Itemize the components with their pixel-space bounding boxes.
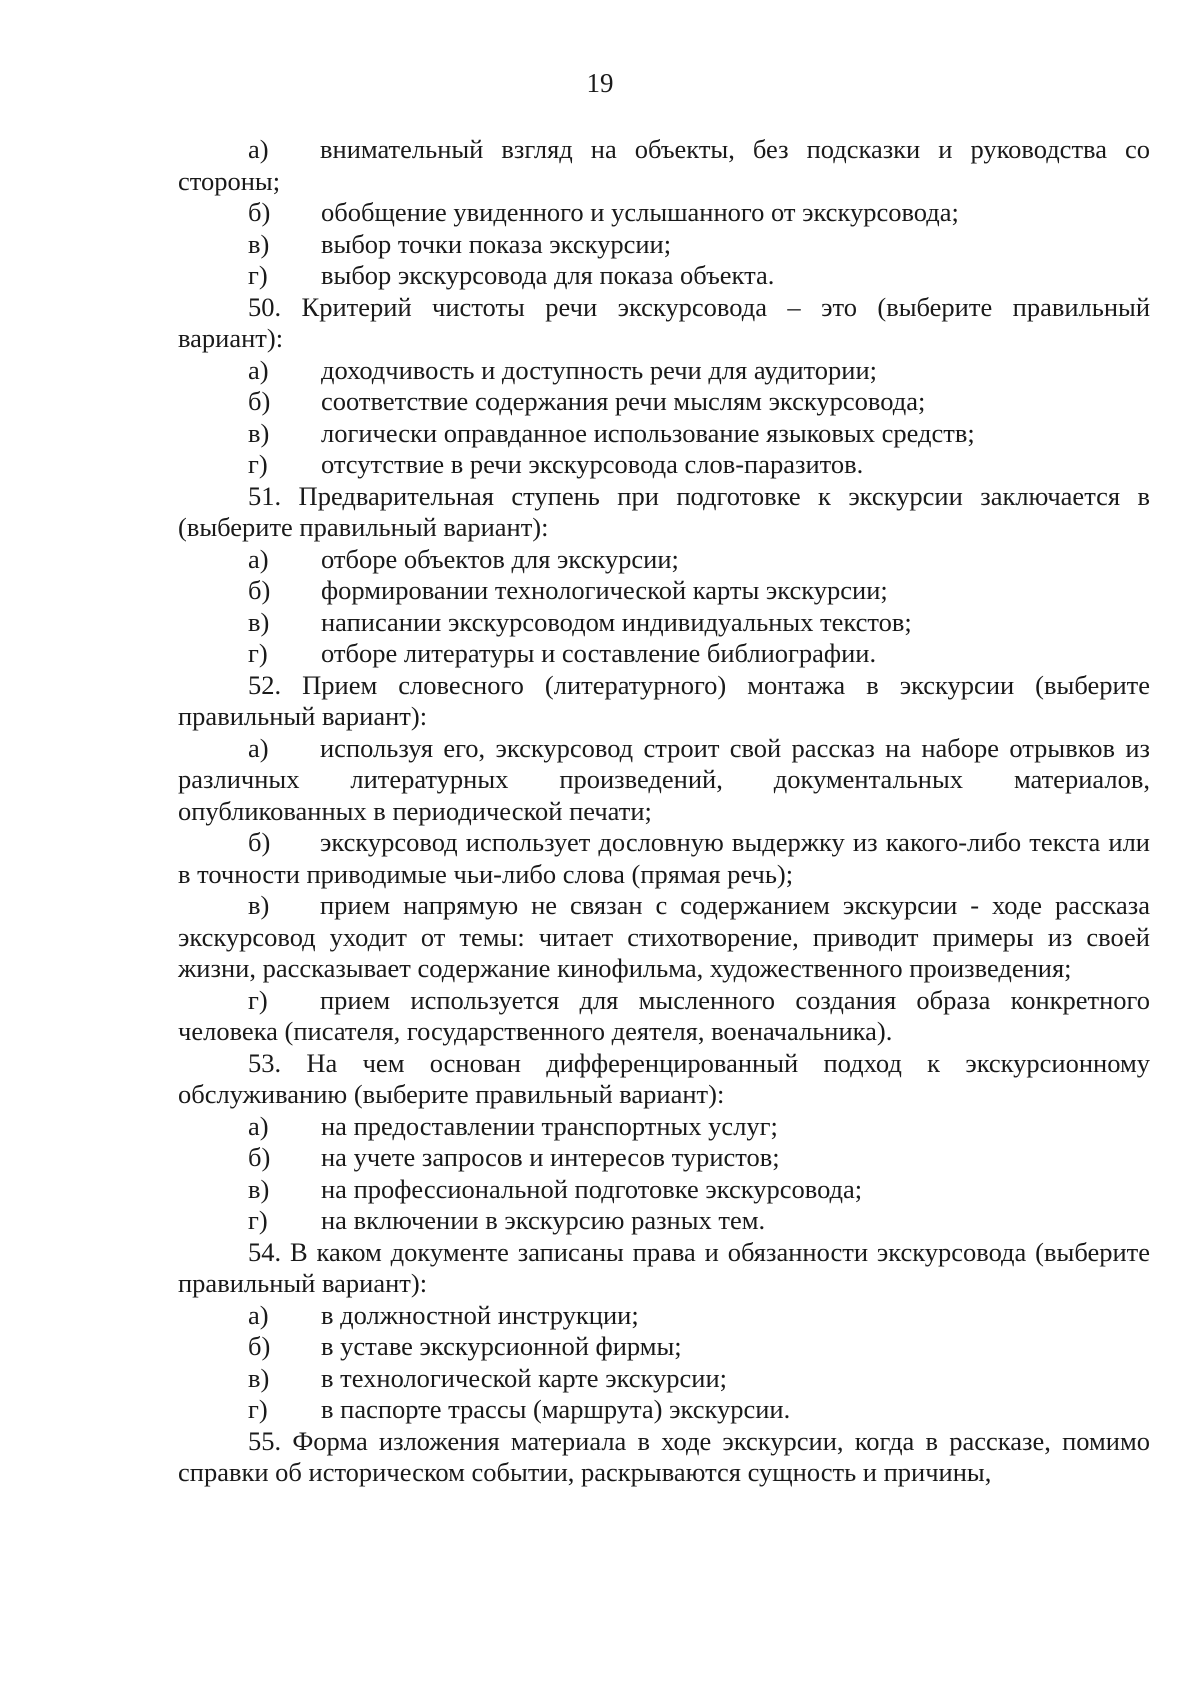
option-text: отборе литературы и составление библиографии. [321, 638, 877, 668]
option-text: логически оправданное использование языковых средств; [321, 417, 975, 448]
q49-option-d [178, 260, 1150, 292]
q51-option-d [178, 638, 1150, 670]
q52-option-c [178, 890, 1150, 985]
option-text: в должностной инструкции; [321, 1299, 639, 1330]
option-letter: б) [248, 1142, 271, 1172]
q49-option-c [178, 229, 1150, 261]
q54-option-b [178, 1331, 1150, 1363]
option-letter: в) [248, 606, 270, 637]
option-letter: г) [248, 1394, 268, 1424]
option-text: на включении в экскурсию разных тем. [321, 1205, 766, 1235]
option-letter: г) [248, 449, 268, 479]
question-51: 51. Предварительная ступень при подготовке к экскурсии заключается в (выберите правильный вариант): [178, 480, 1150, 542]
option-letter: в) [248, 1173, 270, 1204]
q49-option-a [178, 134, 1150, 197]
q50-option-a [178, 355, 1150, 387]
option-text: на предоставлении транспортных услуг; [321, 1110, 778, 1141]
option-text: отборе объектов для экскурсии; [321, 543, 679, 574]
option-letter: в) [248, 1362, 270, 1393]
option-text: на профессиональной подготовке экскурсовода; [321, 1173, 863, 1204]
option-letter: а) [248, 134, 269, 164]
option-text: доходчивость и доступность речи для аудитории; [321, 354, 877, 385]
question-52: 52. Прием словесного (литературного) монтажа в экскурсии (выберите правильный вариант): [178, 669, 1150, 731]
option-letter: в) [248, 417, 270, 448]
q51-option-c [178, 607, 1150, 639]
q51-option-b [178, 575, 1150, 607]
question-55: 55. Форма изложения материала в ходе экскурсии, когда в рассказе, помимо справки об историческом событии, раскрываются сущность и причины, [178, 1425, 1150, 1487]
option-text: в паспорте трассы (маршрута) экскурсии. [321, 1394, 791, 1424]
option-letter: б) [248, 575, 271, 605]
option-letter: г) [248, 1205, 268, 1235]
option-text: прием напрямую не связан с содержанием экскурсии - ходе рассказа экскурсовод уходит от темы: читает стихотворение, приводит примеры из своей жизни, рассказывает содержание кинофильма, художественного произведения; [178, 890, 1150, 983]
option-letter: г) [248, 984, 268, 1015]
option-text: в уставе экскурсионной фирмы; [321, 1331, 682, 1361]
option-text: выбор точки показа экскурсии; [321, 228, 672, 259]
q52-option-d [178, 985, 1150, 1048]
option-letter: б) [248, 1331, 271, 1361]
page-content [178, 134, 1150, 1489]
option-text: прием используется для мысленного создания образа конкретного человека (писателя, государственного деятеля, военачальника). [178, 984, 1150, 1046]
option-letter: б) [248, 827, 271, 857]
page-number: 19 [586, 68, 614, 98]
option-letter: а) [248, 732, 269, 763]
question-50: 50. Критерий чистоты речи экскурсовода – это (выберите правильный вариант): [178, 291, 1150, 353]
option-letter: а) [248, 543, 269, 574]
question-54: 54. В каком документе записаны права и обязанности экскурсовода (выберите правильный вариант): [178, 1236, 1150, 1298]
option-letter: а) [248, 354, 269, 385]
option-text: на учете запросов и интересов туристов; [321, 1142, 780, 1172]
question-53: 53. На чем основан дифференцированный подход к экскурсионному обслуживанию (выберите правильный вариант): [178, 1047, 1150, 1109]
option-text: выбор экскурсовода для показа объекта. [321, 260, 775, 290]
q53-option-b [178, 1142, 1150, 1174]
q50-option-b [178, 386, 1150, 418]
q54-option-c [178, 1363, 1150, 1395]
option-letter: б) [248, 197, 271, 227]
option-text: отсутствие в речи экскурсовода слов-паразитов. [321, 449, 864, 479]
option-text: формировании технологической карты экскурсии; [321, 575, 888, 605]
q53-option-c [178, 1174, 1150, 1206]
q54-option-a [178, 1300, 1150, 1332]
option-text: экскурсовод использует дословную выдержку из какого-либо текста или в точности приводимые чьи-либо слова (прямая речь); [178, 827, 1150, 889]
option-letter: г) [248, 638, 268, 668]
q52-option-b [178, 827, 1150, 890]
option-text: соответствие содержания речи мыслям экскурсовода; [321, 386, 926, 416]
option-letter: а) [248, 1110, 269, 1141]
option-letter: в) [248, 228, 270, 259]
q49-option-b [178, 197, 1150, 229]
option-text: в технологической карте экскурсии; [321, 1362, 728, 1393]
q53-option-a [178, 1111, 1150, 1143]
q52-option-a [178, 733, 1150, 828]
option-letter: а) [248, 1299, 269, 1330]
option-letter: б) [248, 386, 271, 416]
q54-option-d [178, 1394, 1150, 1426]
option-letter: г) [248, 260, 268, 290]
q50-option-d [178, 449, 1150, 481]
q50-option-c [178, 418, 1150, 450]
option-text: внимательный взгляд на объекты, без подсказки и руководства со стороны; [178, 134, 1150, 196]
option-letter: в) [248, 890, 270, 920]
option-text: обобщение увиденного и услышанного от экскурсовода; [321, 197, 959, 227]
q53-option-d [178, 1205, 1150, 1237]
option-text: написании экскурсоводом индивидуальных текстов; [321, 606, 912, 637]
option-text: используя его, экскурсовод строит свой рассказ на наборе отрывков из различных литературных произведений, документальных материалов, опубликованных в периодической печати; [178, 732, 1150, 826]
q51-option-a [178, 544, 1150, 576]
